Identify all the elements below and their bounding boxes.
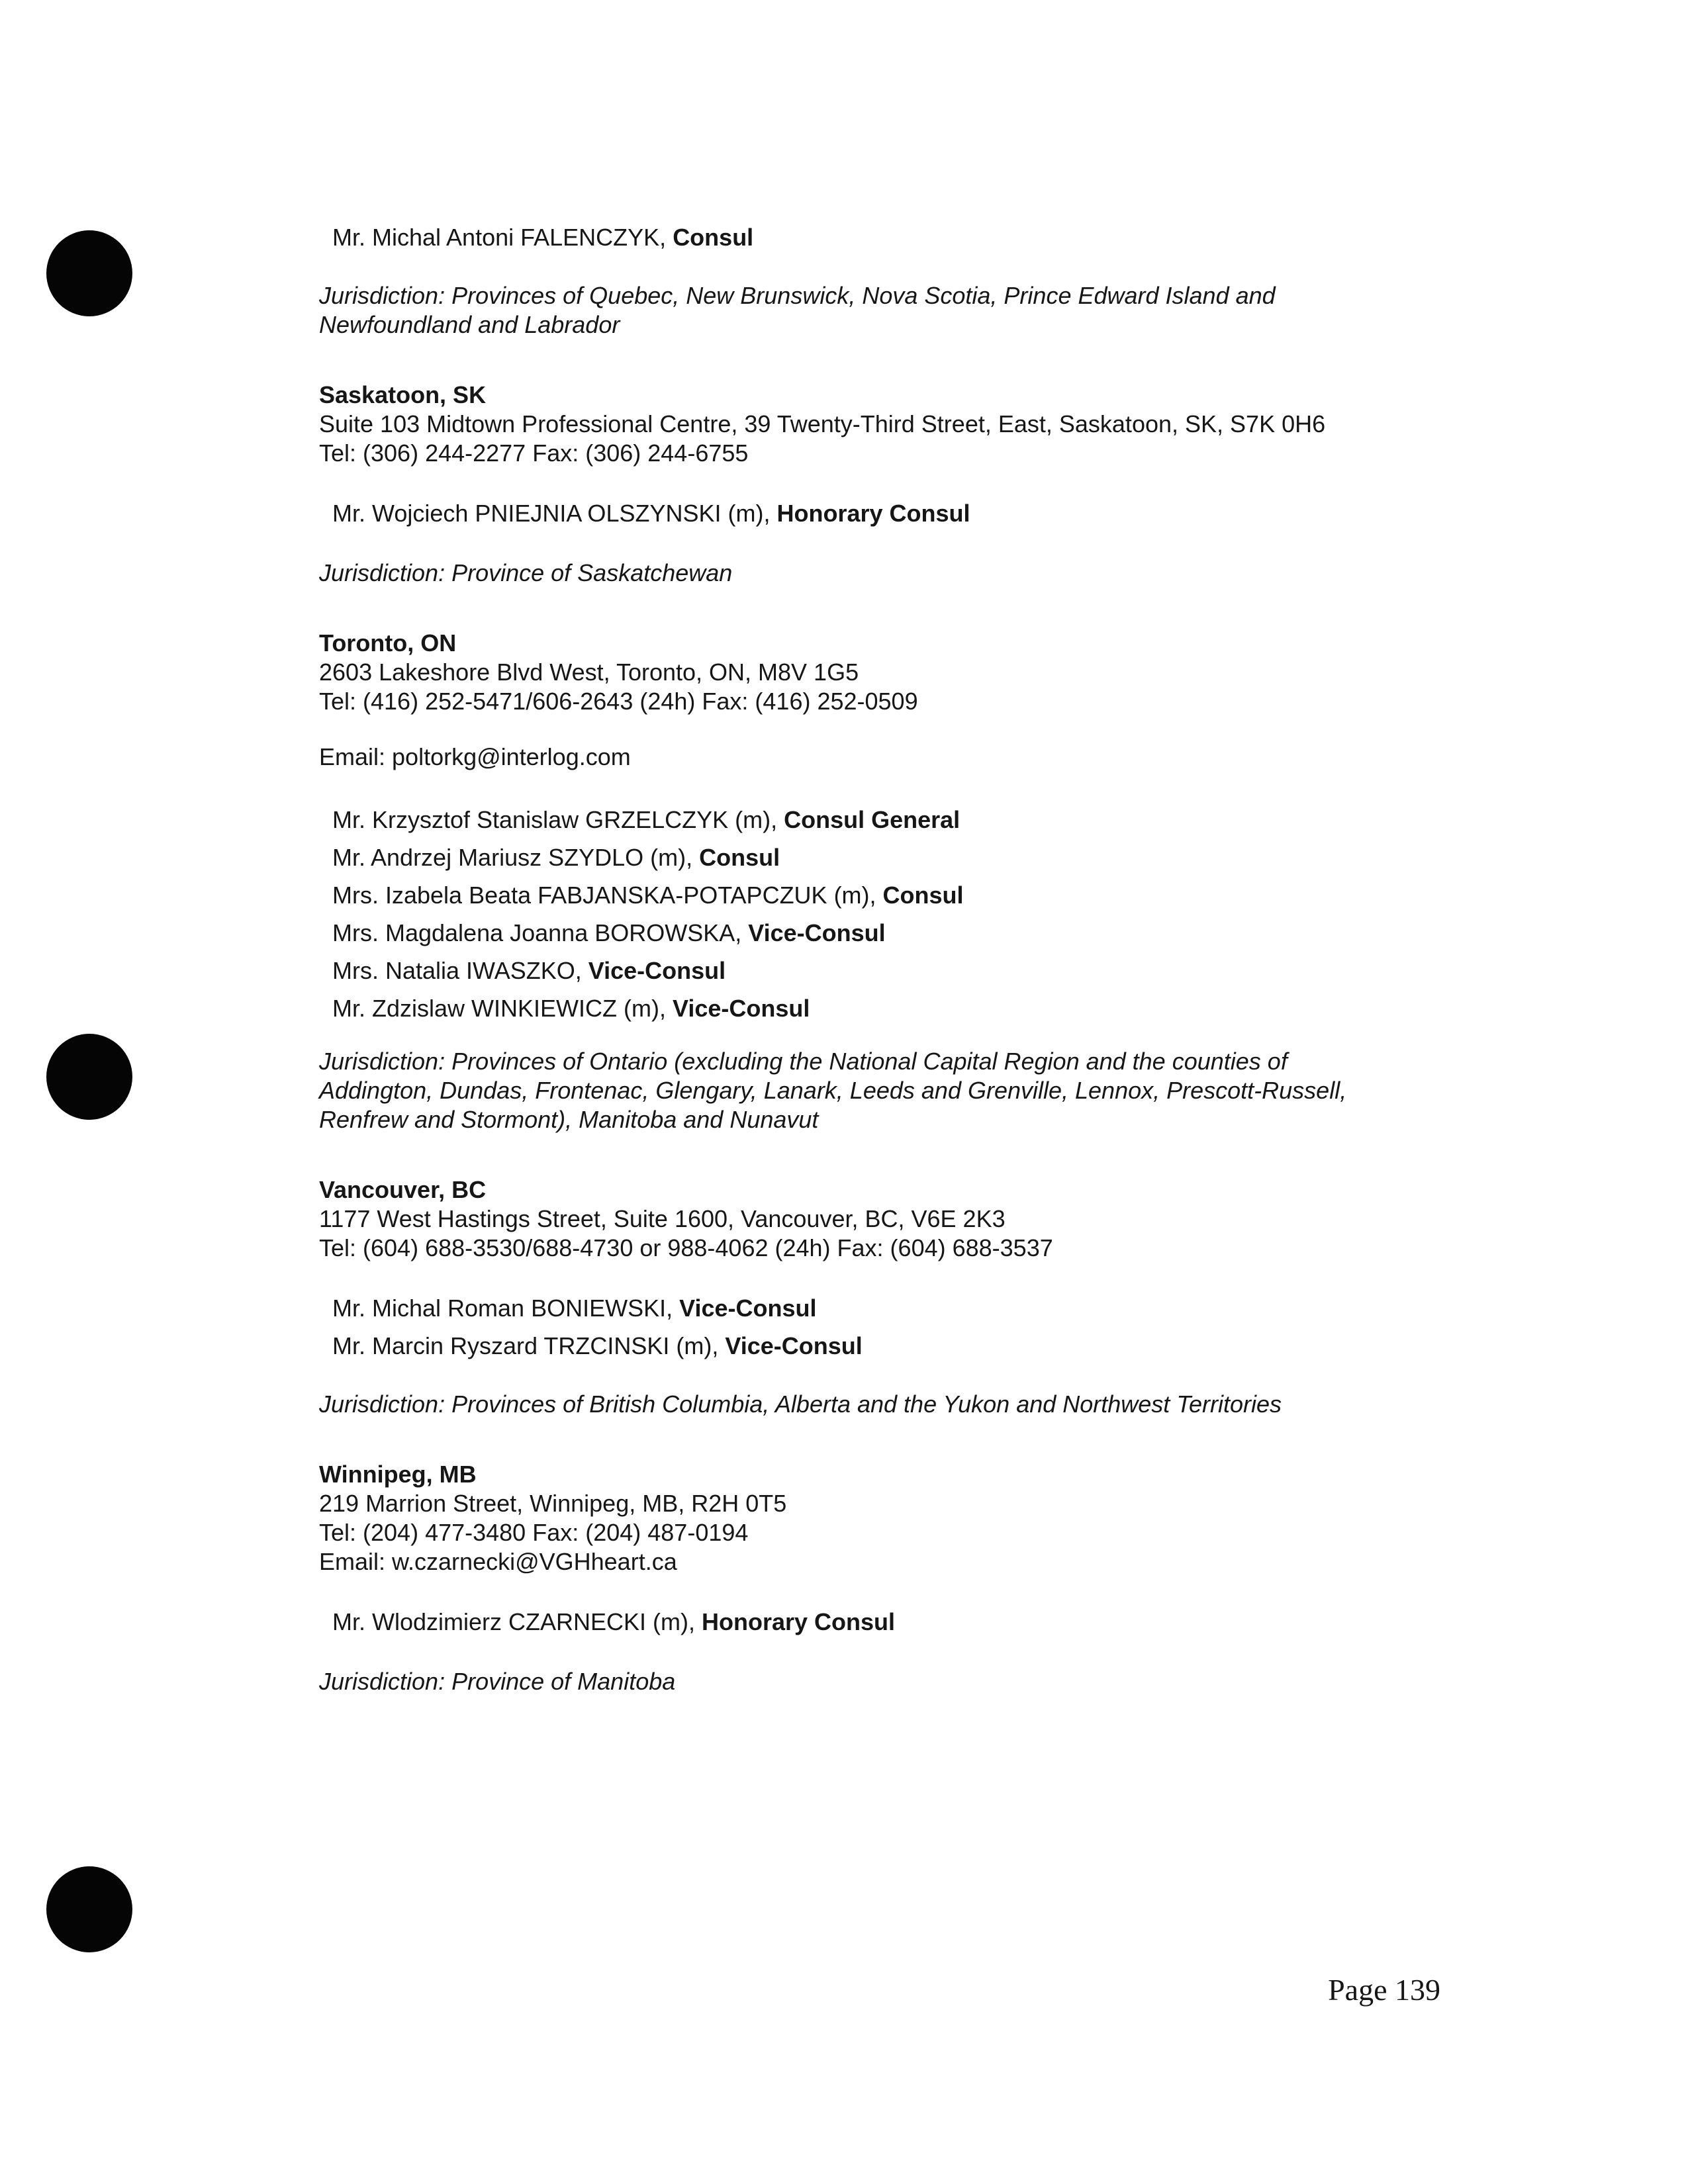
consular-officer xyxy=(332,801,1484,839)
jurisdiction-line: Renfrew and Stormont), Manitoba and Nunavut xyxy=(319,1106,819,1133)
consular-officer xyxy=(332,1289,1484,1327)
officer-name: Mr. Wojciech PNIEJNIA OLSZYNSKI (m), xyxy=(332,500,777,527)
officer-title: Vice-Consul xyxy=(672,995,810,1022)
office-address: 2603 Lakeshore Blvd West, Toronto, ON, M8V 1G5 xyxy=(319,659,859,686)
officer-name: Mr. Krzysztof Stanislaw GRZELCZYK (m), xyxy=(332,806,784,833)
consular-officer xyxy=(332,494,1484,532)
jurisdiction-line: Addington, Dundas, Frontenac, Glengary, Lanark, Leeds and Grenville, Lennox, Prescott-Russell, xyxy=(319,1077,1347,1104)
office-email: Email: w.czarnecki@VGHheart.ca xyxy=(319,1548,677,1575)
office-phone: Tel: (604) 688-3530/688-4730 or 988-4062 (24h) Fax: (604) 688-3537 xyxy=(319,1234,1053,1261)
officer-name: Mr. Michal Antoni FALENCZYK, xyxy=(332,224,673,251)
officer-title: Consul xyxy=(699,844,780,871)
punch-hole-top xyxy=(46,230,132,316)
officer-title: Vice-Consul xyxy=(588,957,726,984)
officer-name: Mr. Zdzislaw WINKIEWICZ (m), xyxy=(332,995,673,1022)
officer-title: Consul xyxy=(673,224,754,251)
officer-title: Honorary Consul xyxy=(702,1608,896,1635)
officer-title: Consul General xyxy=(784,806,961,833)
officer-name: Mr. Michal Roman BONIEWSKI, xyxy=(332,1295,680,1322)
jurisdiction-line: Newfoundland and Labrador xyxy=(319,311,620,338)
consular-officer xyxy=(332,952,1484,989)
consular-officer xyxy=(332,914,1484,952)
punch-hole-bottom xyxy=(46,1866,132,1952)
officer-name: Mrs. Izabela Beata FABJANSKA-POTAPCZUK (m), xyxy=(332,882,883,909)
officer-title: Vice-Consul xyxy=(679,1295,817,1322)
office-address: Suite 103 Midtown Professional Centre, 39 Twenty-Third Street, East, Saskatoon, SK, S7K 0H6 xyxy=(319,410,1326,437)
punch-hole-middle xyxy=(46,1034,132,1120)
officer-title: Honorary Consul xyxy=(776,500,970,527)
officer-name: Mr. Andrzej Mariusz SZYDLO (m), xyxy=(332,844,700,871)
office-heading: Saskatoon, SK xyxy=(319,381,487,408)
page-number: Page 139 xyxy=(1328,1973,1440,2007)
consulate-winnipeg xyxy=(319,1460,1484,1696)
consular-officer xyxy=(332,1603,1484,1641)
office-phone: Tel: (306) 244-2277 Fax: (306) 244-6755 xyxy=(319,439,749,467)
officer-title: Consul xyxy=(882,882,964,909)
document-body xyxy=(319,218,1484,1696)
jurisdiction-text xyxy=(319,281,1484,340)
office-address: 219 Marrion Street, Winnipeg, MB, R2H 0T5 xyxy=(319,1490,787,1517)
consulate-toronto xyxy=(319,629,1484,1134)
jurisdiction-text: Jurisdiction: Province of Manitoba xyxy=(319,1668,676,1695)
jurisdiction-text xyxy=(319,1047,1484,1134)
jurisdiction-line: Jurisdiction: Provinces of Ontario (excluding the National Capital Region and the counties of xyxy=(319,1048,1288,1075)
office-heading: Winnipeg, MB xyxy=(319,1461,477,1488)
consular-officer xyxy=(332,839,1484,876)
consular-officer xyxy=(332,989,1484,1027)
office-email: Email: poltorkg@interlog.com xyxy=(319,743,631,770)
office-heading: Vancouver, BC xyxy=(319,1176,487,1203)
office-phone: Tel: (416) 252-5471/606-2643 (24h) Fax: (416) 252-0509 xyxy=(319,688,918,715)
officer-list xyxy=(319,801,1484,1027)
officer-list xyxy=(319,1289,1484,1365)
consular-officer xyxy=(332,218,1484,256)
consulate-vancouver xyxy=(319,1175,1484,1419)
officer-name: Mrs. Magdalena Joanna BOROWSKA, xyxy=(332,919,749,946)
officer-name: Mrs. Natalia IWASZKO, xyxy=(332,957,588,984)
office-phone: Tel: (204) 477-3480 Fax: (204) 487-0194 xyxy=(319,1519,749,1546)
jurisdiction-text: Jurisdiction: Province of Saskatchewan xyxy=(319,559,733,586)
officer-name: Mr. Wlodzimierz CZARNECKI (m), xyxy=(332,1608,702,1635)
consular-officer xyxy=(332,1327,1484,1365)
officer-title: Vice-Consul xyxy=(748,919,886,946)
consular-officer xyxy=(332,876,1484,914)
officer-name: Mr. Marcin Ryszard TRZCINSKI (m), xyxy=(332,1332,726,1359)
consulate-saskatoon xyxy=(319,381,1484,588)
jurisdiction-line: Jurisdiction: Provinces of Quebec, New Brunswick, Nova Scotia, Prince Edward Island and xyxy=(319,282,1276,309)
jurisdiction-text: Jurisdiction: Provinces of British Columbia, Alberta and the Yukon and Northwest Territories xyxy=(319,1390,1282,1418)
officer-title: Vice-Consul xyxy=(725,1332,863,1359)
office-address: 1177 West Hastings Street, Suite 1600, Vancouver, BC, V6E 2K3 xyxy=(319,1205,1006,1232)
office-heading: Toronto, ON xyxy=(319,629,457,657)
